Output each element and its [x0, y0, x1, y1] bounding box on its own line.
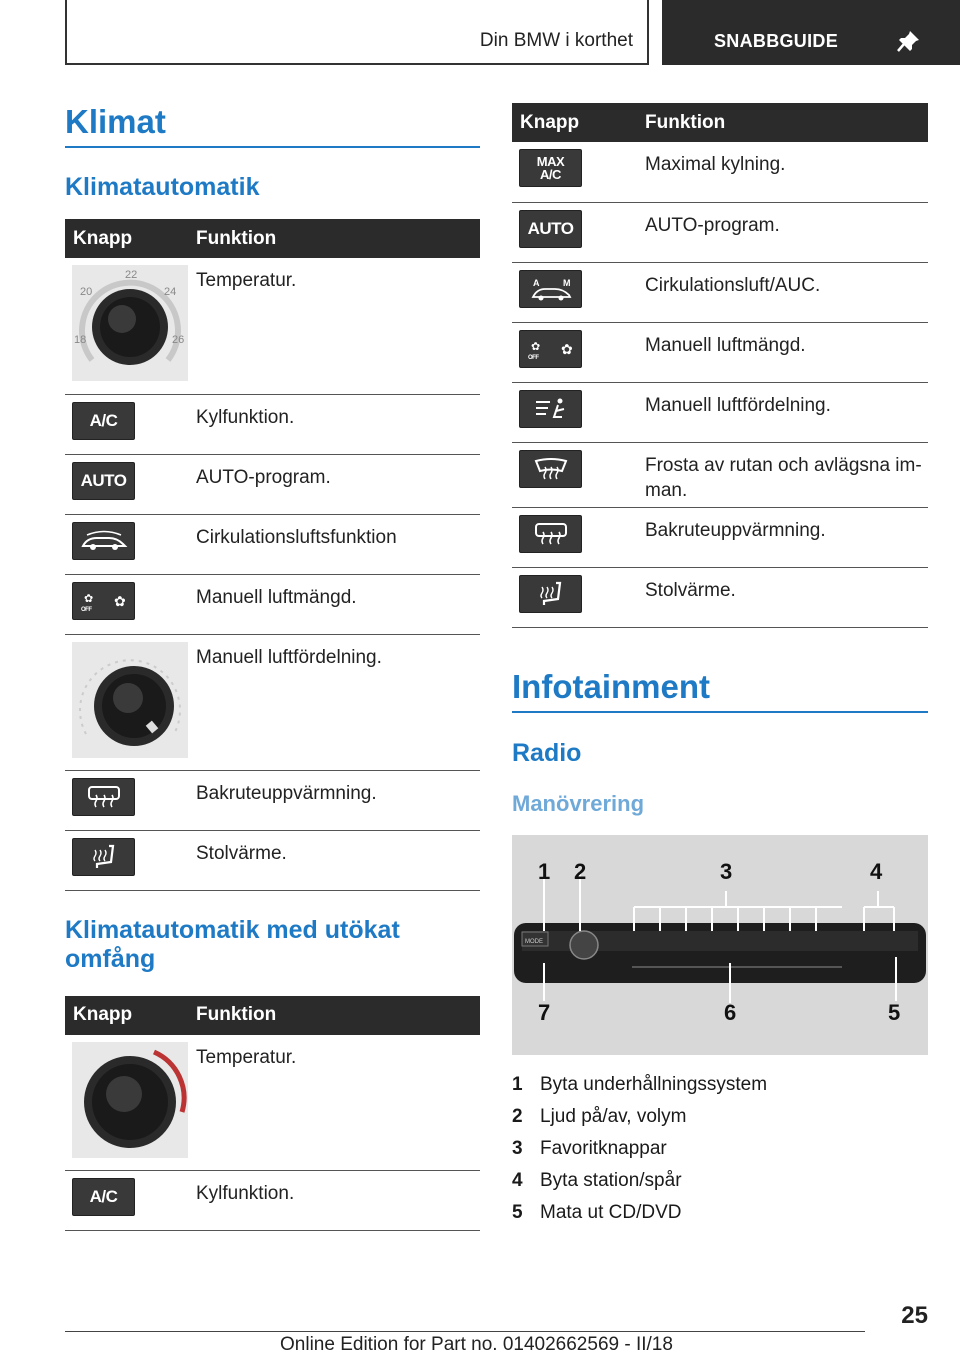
- radio-label-3: 3: [720, 858, 733, 884]
- radio-label-1: 1: [538, 858, 551, 884]
- table-row: Cirkulationsluftsfunktion: [65, 514, 480, 574]
- col-header-funktion: Funktion: [635, 103, 928, 142]
- table-row: Manuell luftfördelning.: [65, 634, 480, 770]
- subsection-klimatautomatik: Klimatautomatik: [65, 173, 260, 201]
- table-row: ✿ OFF ✿ Manuell luftmängd.: [65, 574, 480, 634]
- max-ac-button-icon: MAX A/C: [519, 149, 582, 187]
- svg-text:24: 24: [164, 286, 177, 298]
- col-header-knapp: Knapp: [512, 103, 635, 142]
- col-header-knapp: Knapp: [65, 219, 188, 258]
- table-row: Manuell luftfördelning.: [512, 382, 928, 442]
- svg-text:20: 20: [80, 286, 93, 298]
- table-row: AUTO AUTO-program.: [512, 202, 928, 262]
- radio-label-7: 7: [538, 999, 551, 1025]
- seat-heating-icon: [519, 575, 582, 613]
- page-number: 25: [901, 1302, 928, 1329]
- windshield-defrost-icon: [519, 450, 582, 488]
- recirculation-car-icon: [72, 522, 135, 560]
- radio-label-6: 6: [724, 999, 737, 1025]
- header-section-label: Din BMW i korthet: [479, 30, 633, 51]
- footer-edition: Online Edition for Part no. 01402662569 - II/18: [280, 1334, 673, 1355]
- seat-heating-icon: [72, 838, 135, 876]
- table-row: Bakruteuppvärmning.: [512, 507, 928, 567]
- legend-item: 5 Mata ut CD/DVD: [512, 1201, 682, 1223]
- radio-label-4: 4: [870, 858, 883, 884]
- svg-text:22: 22: [125, 269, 138, 281]
- col-header-funktion: Funktion: [188, 996, 480, 1035]
- radio-panel-image: [512, 835, 928, 1055]
- auto-button-icon: AUTO: [72, 462, 135, 500]
- right-column: [512, 103, 928, 1229]
- table-row: Temperatur.: [65, 1035, 480, 1171]
- table-row: A/C Kylfunktion.: [65, 1171, 480, 1231]
- air-distribution-knob-image: [72, 642, 188, 758]
- rear-defrost-icon: [519, 515, 582, 553]
- table-row: MAX A/C Maximal kylning.: [512, 142, 928, 202]
- header-guide-tab: [662, 0, 960, 65]
- section-title-infotainment: Infotainment: [512, 665, 928, 713]
- ac-button-icon: A/C: [72, 1178, 135, 1216]
- footer-divider: [65, 1331, 865, 1332]
- fan-speed-icon: [72, 582, 135, 620]
- legend-item: 4 Byta station/spår: [512, 1169, 682, 1191]
- climate-table: [65, 219, 480, 891]
- header-section-box: [65, 0, 649, 65]
- table-row: Bakruteuppvärmning.: [65, 770, 480, 830]
- radio-label-2: 2: [574, 858, 587, 884]
- svg-text:M: M: [562, 277, 570, 288]
- table-row: A M Cirkulationsluft/AUC.: [512, 262, 928, 322]
- section-title-klimat: Klimat: [65, 100, 480, 148]
- svg-text:✿: ✿: [83, 591, 93, 605]
- table-row: Stolvärme.: [512, 567, 928, 627]
- svg-text:✿: ✿: [530, 339, 540, 353]
- legend-item: 1 Byta underhållningssystem: [512, 1073, 768, 1095]
- radio-label-5: 5: [888, 999, 901, 1025]
- subsection-manovrering: Manövrering: [512, 790, 645, 816]
- svg-text:18: 18: [74, 334, 87, 346]
- table-row: ✿ OFF ✿ Manuell luftmängd.: [512, 322, 928, 382]
- legend-item: 2 Ljud på/av, volym: [512, 1105, 687, 1127]
- air-distribution-icon: [519, 390, 582, 428]
- climate-table-right: [512, 103, 928, 628]
- col-header-funktion: Funktion: [188, 219, 480, 258]
- table-row: Frosta av rutan och avlägsna im-man.: [512, 442, 928, 507]
- recirculation-auc-icon: [519, 270, 582, 308]
- temperature-knob-image: [72, 265, 188, 381]
- header-guide-label: SNABBGUIDE: [714, 31, 839, 51]
- legend-item: 3 Favoritknappar: [512, 1137, 667, 1159]
- auto-button-icon: AUTO: [519, 210, 582, 248]
- radio-legend: [512, 1069, 928, 1229]
- svg-text:OFF: OFF: [80, 606, 91, 613]
- subsection-radio: Radio: [512, 738, 582, 767]
- subsection-extended-climate: Klimatautomatik med utökat omfång: [65, 915, 400, 973]
- table-row: Stolvärme.: [65, 830, 480, 890]
- table-row: 22 20 24 18 26 Temperatur.: [65, 258, 480, 394]
- svg-text:✿: ✿: [113, 593, 125, 610]
- col-header-knapp: Knapp: [65, 996, 188, 1035]
- table-row: AUTO AUTO-program.: [65, 454, 480, 514]
- rear-defrost-icon: [72, 778, 135, 816]
- fan-speed-icon: [519, 330, 582, 368]
- table-row: A/C Kylfunktion.: [65, 394, 480, 454]
- left-column: [65, 100, 480, 1231]
- svg-text:OFF: OFF: [527, 354, 538, 361]
- temperature-knob-image: [72, 1042, 188, 1158]
- pushpin-icon: [896, 28, 922, 54]
- svg-text:A: A: [532, 277, 539, 288]
- extended-climate-table: [65, 996, 480, 1232]
- svg-text:✿: ✿: [560, 341, 572, 358]
- svg-text:MODE: MODE: [525, 938, 543, 945]
- svg-text:26: 26: [172, 334, 185, 346]
- ac-button-icon: A/C: [72, 402, 135, 440]
